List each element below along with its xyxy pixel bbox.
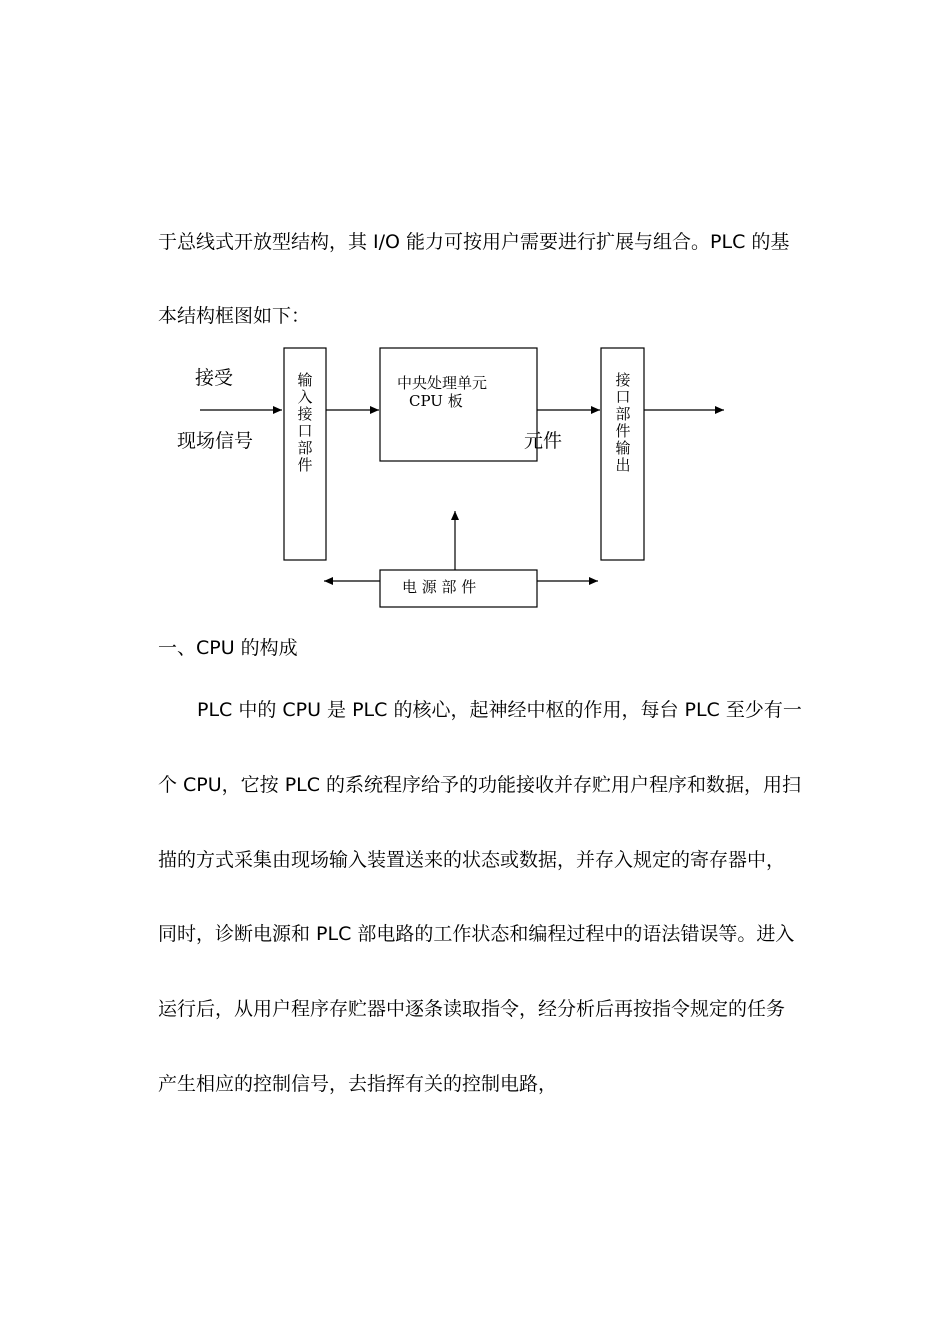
- intro-line-1: 于总线式开放型结构，其 I/O 能力可按用户需要进行扩展与组合。PLC 的基: [158, 231, 790, 253]
- input-interface-label: 输入接口部件: [297, 371, 313, 474]
- intro-line-2: 本结构框图如下：: [158, 305, 311, 327]
- output-interface-label: 接口部件输出: [615, 371, 631, 474]
- left-label-field-signal: 现场信号: [177, 430, 254, 452]
- section-heading: 一、CPU 的构成: [158, 637, 298, 659]
- hidden-text-fragment: 元件: [523, 430, 562, 452]
- paragraph-line: 描的方式采集由现场输入装置送来的状态或数据，并存入规定的寄存器中，: [158, 849, 786, 871]
- paragraph-line: 同时，诊断电源和 PLC 部电路的工作状态和编程过程中的语法错误等。进入: [158, 923, 795, 945]
- cpu-label-line2: CPU 板: [409, 392, 463, 410]
- paragraph-line: 产生相应的控制信号，去指挥有关的控制电路，: [158, 1073, 558, 1095]
- paragraph-line: 运行后，从用户程序存贮器中逐条读取指令，经分析后再按指令规定的任务: [158, 998, 786, 1020]
- left-label-receive: 接受: [195, 367, 234, 389]
- paragraph-line: PLC 中的 CPU 是 PLC 的核心，起神经中枢的作用，每台 PLC 至少有一: [197, 699, 802, 721]
- paragraph-line: 个 CPU，它按 PLC 的系统程序给予的功能接收并存贮用户程序和数据，用扫: [158, 774, 802, 796]
- cpu-label-line1: 中央处理单元: [397, 374, 488, 392]
- power-label: 电 源 部 件: [402, 578, 477, 596]
